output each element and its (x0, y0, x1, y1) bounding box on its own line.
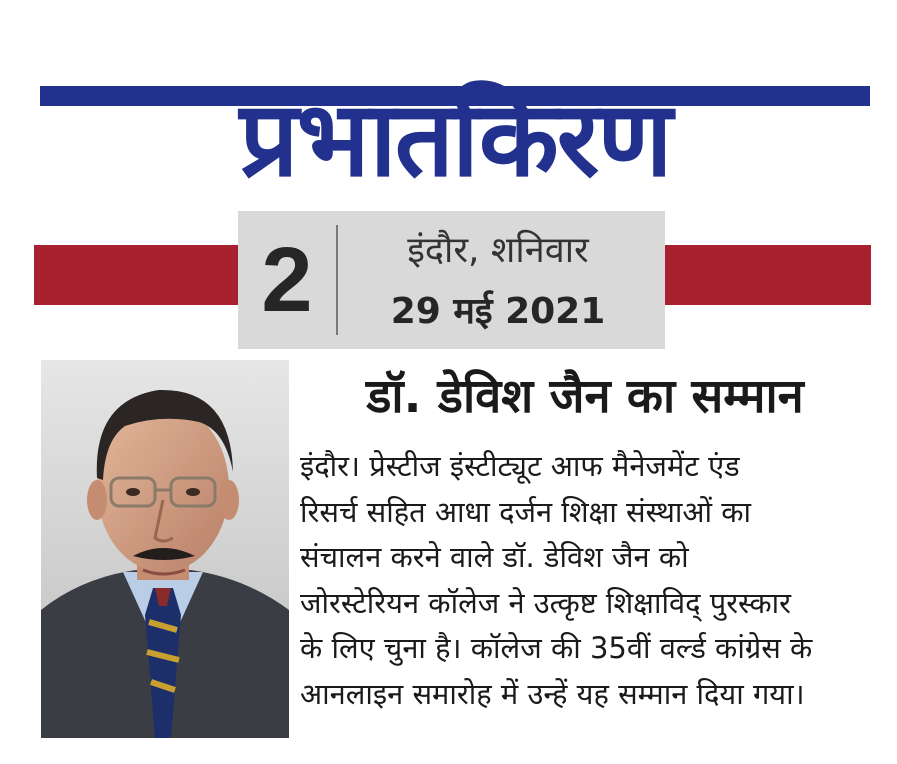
article-line: इंदौर। प्रेस्टीज इंस्टीट्यूट आफ मैनेजमेंट एंड (300, 449, 740, 483)
edition-box (238, 211, 665, 349)
article-line: के लिए चुना है। कॉलेज की 35वीं वर्ल्ड कांग्रेस के (300, 631, 813, 665)
red-band-left (34, 245, 238, 305)
article-line: संचालन करने वाले डॉ. डेविश जैन को (300, 540, 689, 574)
article-line: रिसर्च सहित आधा दर्जन शिक्षा संस्थाओं का (300, 494, 752, 529)
article-body (300, 444, 864, 744)
article-headline: डॉ. डेविश जैन का सम्मान (366, 369, 804, 424)
city-day: इंदौर, शनिवार (407, 230, 589, 271)
date-divider (336, 225, 338, 335)
article-line: आनलाइन समारोह में उन्हें यह सम्मान दिया गया। (300, 676, 805, 711)
edition-date: 29 मई 2021 (390, 291, 606, 332)
newspaper-name: प्रभातकिरण (239, 78, 671, 200)
portrait-photo (41, 360, 289, 738)
masthead (40, 40, 870, 200)
red-band-right (665, 245, 871, 305)
article-line: जोरस्टेरियन कॉलेज ने उत्कृष्ट शिक्षाविद् पुरस्कार (300, 585, 791, 620)
page-number: 2 (261, 229, 313, 331)
